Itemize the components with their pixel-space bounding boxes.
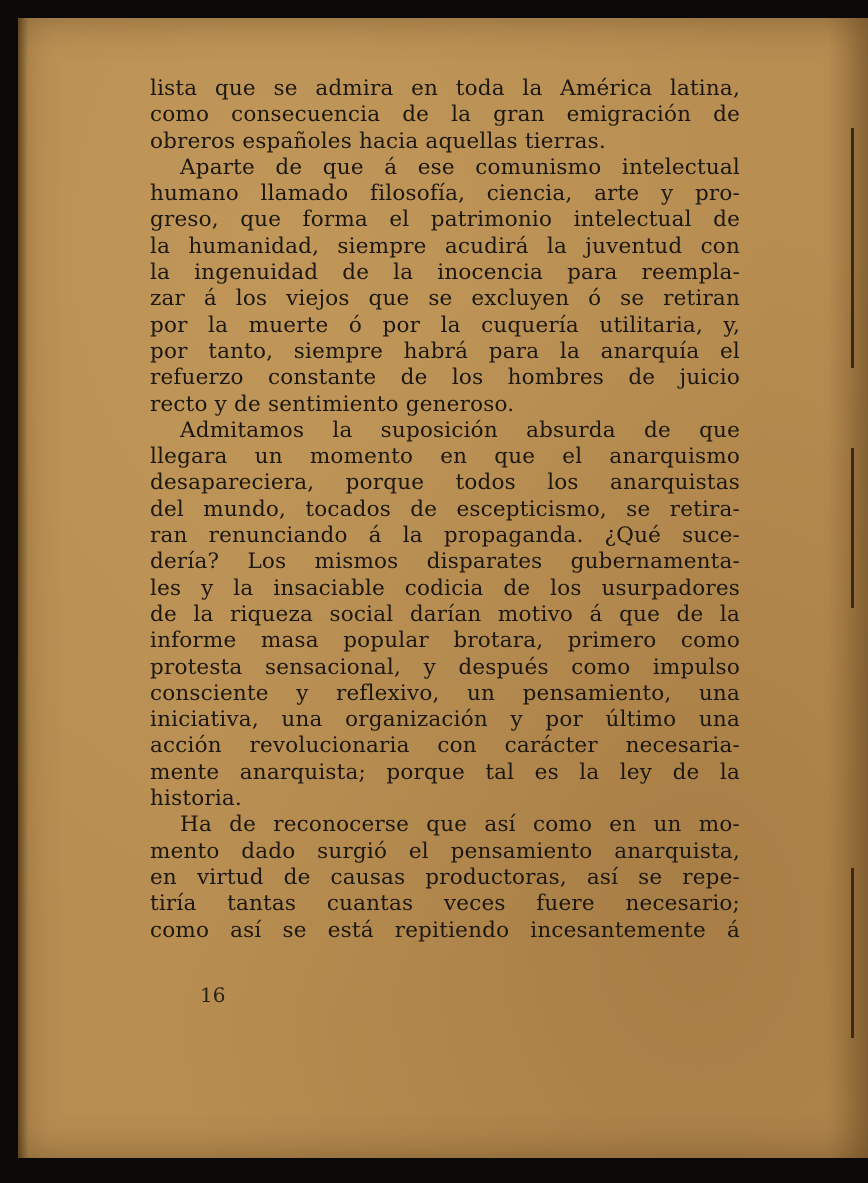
- text-line: en virtud de causas productoras, así se repe-: [150, 864, 740, 890]
- text-line: refuerzo constante de los hombres de juicio: [150, 365, 740, 391]
- text-line: Ha de reconocerse que así como en un mo-: [180, 812, 740, 838]
- text-line: les y la insaciable codicia de los usurpadores: [150, 575, 740, 601]
- page-left-edge: [18, 18, 28, 1158]
- text-line: recto y de sentimiento generoso.: [150, 391, 515, 417]
- page-right-edge: [828, 18, 868, 1158]
- text-line: como consecuencia de la gran emigración de: [150, 102, 740, 128]
- text-line: Admitamos la suposición absurda de que: [180, 417, 740, 443]
- text-line: iniciativa, una organización y por último una: [150, 707, 740, 733]
- text-line: la ingenuidad de la inocencia para reempla-: [150, 260, 740, 286]
- text-line: llegara un momento en que el anarquismo: [150, 444, 740, 470]
- text-line: mente anarquista; porque tal es la ley de la: [150, 759, 740, 785]
- text-line: como así se está repitiendo incesantemente á: [150, 917, 740, 943]
- text-line: de la riqueza social darían motivo á que de la: [150, 601, 740, 627]
- text-line: zar á los viejos que se excluyen ó se retiran: [150, 286, 740, 312]
- text-line: por la muerte ó por la cuquería utilitaria, y,: [150, 312, 740, 338]
- text-line: por tanto, siempre habrá para la anarquía el: [150, 338, 740, 364]
- binding-mark: [851, 128, 854, 368]
- text-line: humano llamado filosofía, ciencia, arte y pro-: [150, 181, 740, 207]
- text-line: ran renunciando á la propaganda. ¿Qué suce-: [150, 523, 740, 549]
- text-line: desapareciera, porque todos los anarquistas: [150, 470, 740, 496]
- text-line: consciente y reflexivo, un pensamiento, una: [150, 680, 740, 706]
- binding-mark: [851, 448, 854, 608]
- text-line: obreros españoles hacia aquellas tierras.: [150, 128, 606, 154]
- page-number: 16: [200, 983, 226, 1007]
- text-line: informe masa popular brotara, primero como: [150, 628, 740, 654]
- text-line: tiría tantas cuantas veces fuere necesario;: [150, 891, 740, 917]
- text-line: la humanidad, siempre acudirá la juventud con: [150, 233, 740, 259]
- text-line: acción revolucionaria con carácter necesaria-: [150, 733, 740, 759]
- binding-mark: [851, 868, 854, 1038]
- text-line: dería? Los mismos disparates gubernamenta-: [150, 549, 740, 575]
- body-text: [150, 76, 740, 944]
- text-line: greso, que forma el patrimonio intelectual de: [150, 207, 740, 233]
- text-line: del mundo, tocados de escepticismo, se retira-: [150, 496, 740, 522]
- text-line: historia.: [150, 786, 242, 812]
- text-line: protesta sensacional, y después como impulso: [150, 654, 740, 680]
- text-line: lista que se admira en toda la América latina,: [150, 76, 740, 101]
- text-line: Aparte de que á ese comunismo intelectual: [180, 154, 740, 180]
- text-line: mento dado surgió el pensamiento anarquista,: [150, 838, 740, 864]
